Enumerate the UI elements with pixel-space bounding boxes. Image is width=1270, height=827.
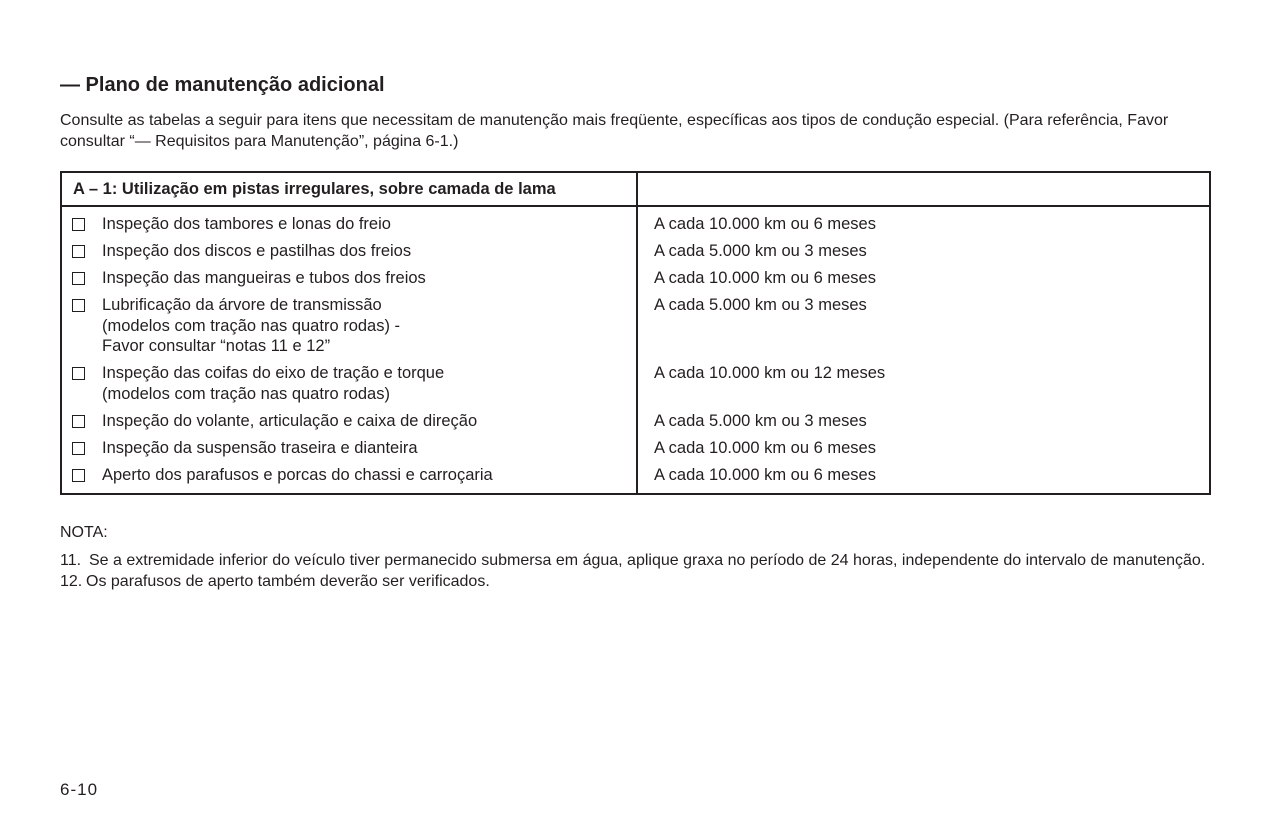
notes-label: NOTA: (60, 524, 108, 541)
maintenance-item-line: Lubrificação da árvore de transmissão (102, 296, 382, 314)
table-header-interval (637, 172, 1210, 206)
page-number: 6-10 (60, 780, 99, 799)
table-row (61, 206, 1210, 241)
maintenance-interval: A cada 5.000 km ou 3 meses (637, 295, 1210, 363)
checkbox-icon (72, 299, 85, 312)
checkbox-icon (72, 218, 85, 231)
maintenance-item (62, 295, 636, 357)
page-title: — Plano de manutenção adicional (60, 74, 385, 96)
note-number: 11. (60, 552, 82, 569)
maintenance-interval: A cada 10.000 km ou 6 meses (637, 465, 1210, 495)
maintenance-item-line: Inspeção dos tambores e lonas do freio (102, 215, 391, 233)
maintenance-item (62, 214, 636, 235)
table-row (61, 268, 1210, 295)
maintenance-item-line: Inspeção das mangueiras e tubos dos freios (102, 269, 426, 287)
maintenance-item-line: Inspeção do volante, articulação e caixa de direção (102, 411, 478, 430)
maintenance-item-text (102, 363, 444, 404)
table-row (61, 241, 1210, 268)
checkbox-icon (72, 272, 85, 285)
maintenance-item-text (102, 214, 391, 235)
maintenance-interval: A cada 10.000 km ou 6 meses (637, 268, 1210, 295)
maintenance-interval: A cada 5.000 km ou 3 meses (637, 411, 1210, 438)
table-body (61, 206, 1210, 494)
maintenance-item-text (102, 268, 426, 289)
table-row (61, 411, 1210, 438)
maintenance-item (62, 438, 636, 459)
maintenance-item-line: Favor consultar “notas 11 e 12” (102, 337, 331, 355)
maintenance-item-line: (modelos com tração nas quatro rodas) (102, 384, 390, 403)
maintenance-item-text (102, 465, 493, 486)
maintenance-interval: A cada 5.000 km ou 3 meses (637, 241, 1210, 268)
maintenance-item (62, 411, 636, 432)
maintenance-item-cell (61, 295, 637, 363)
checkbox-icon (72, 442, 85, 455)
table-row (61, 465, 1210, 495)
note-text: Os parafusos de aperto também deverão ser verificados. (86, 573, 490, 590)
maintenance-item (62, 363, 636, 404)
checkbox-icon (72, 245, 85, 258)
maintenance-item (62, 268, 636, 289)
maintenance-item-cell (61, 363, 637, 411)
maintenance-item-cell (61, 206, 637, 241)
maintenance-item-line: Inspeção dos discos e pastilhas dos freios (102, 242, 412, 260)
note-number: 12. (60, 573, 83, 590)
maintenance-item-line: Aperto dos parafusos e porcas do chassi e carroçaria (102, 465, 493, 484)
table-header-condition: A – 1: Utilização em pistas irregulares, sobre camada de lama (61, 172, 637, 206)
intro-paragraph: Consulte as tabelas a seguir para itens que necessitam de manutenção mais freqüente, específicas aos tipos de condução especial. (Para referência, Favor consultar “— Requisitos para Manutenção”, página 6-1.) (60, 112, 1169, 150)
table-row (61, 295, 1210, 363)
maintenance-item-cell (61, 438, 637, 465)
maintenance-item-text (102, 438, 418, 459)
checkbox-icon (72, 415, 85, 428)
maintenance-item-line: Inspeção das coifas do eixo de tração e torque (102, 364, 445, 382)
checkbox-icon (72, 469, 85, 482)
maintenance-item-text (102, 295, 400, 357)
maintenance-item (62, 241, 636, 262)
note-text: Se a extremidade inferior do veículo tiver permanecido submersa em água, aplique graxa no período de 24 horas, independente do intervalo de manutenção. (89, 552, 1206, 569)
maintenance-item-line: (modelos com tração nas quatro rodas) - (102, 316, 401, 335)
maintenance-interval: A cada 10.000 km ou 12 meses (637, 363, 1210, 411)
table-header-row (61, 172, 1210, 206)
table-row (61, 438, 1210, 465)
maintenance-interval: A cada 10.000 km ou 6 meses (637, 438, 1210, 465)
maintenance-item-text (102, 241, 411, 262)
maintenance-item (62, 465, 636, 486)
maintenance-item-cell (61, 465, 637, 495)
checkbox-icon (72, 367, 85, 380)
maintenance-item-cell (61, 268, 637, 295)
note-12 (60, 571, 1220, 592)
note-11 (60, 550, 1220, 571)
maintenance-item-line: Inspeção da suspensão traseira e dianteira (102, 438, 418, 457)
maintenance-item-text (102, 411, 477, 432)
maintenance-interval: A cada 10.000 km ou 6 meses (637, 206, 1210, 241)
maintenance-item-cell (61, 241, 637, 268)
table-row (61, 363, 1210, 411)
maintenance-table (60, 171, 1211, 495)
maintenance-item-cell (61, 411, 637, 438)
notes-section (60, 522, 1220, 592)
